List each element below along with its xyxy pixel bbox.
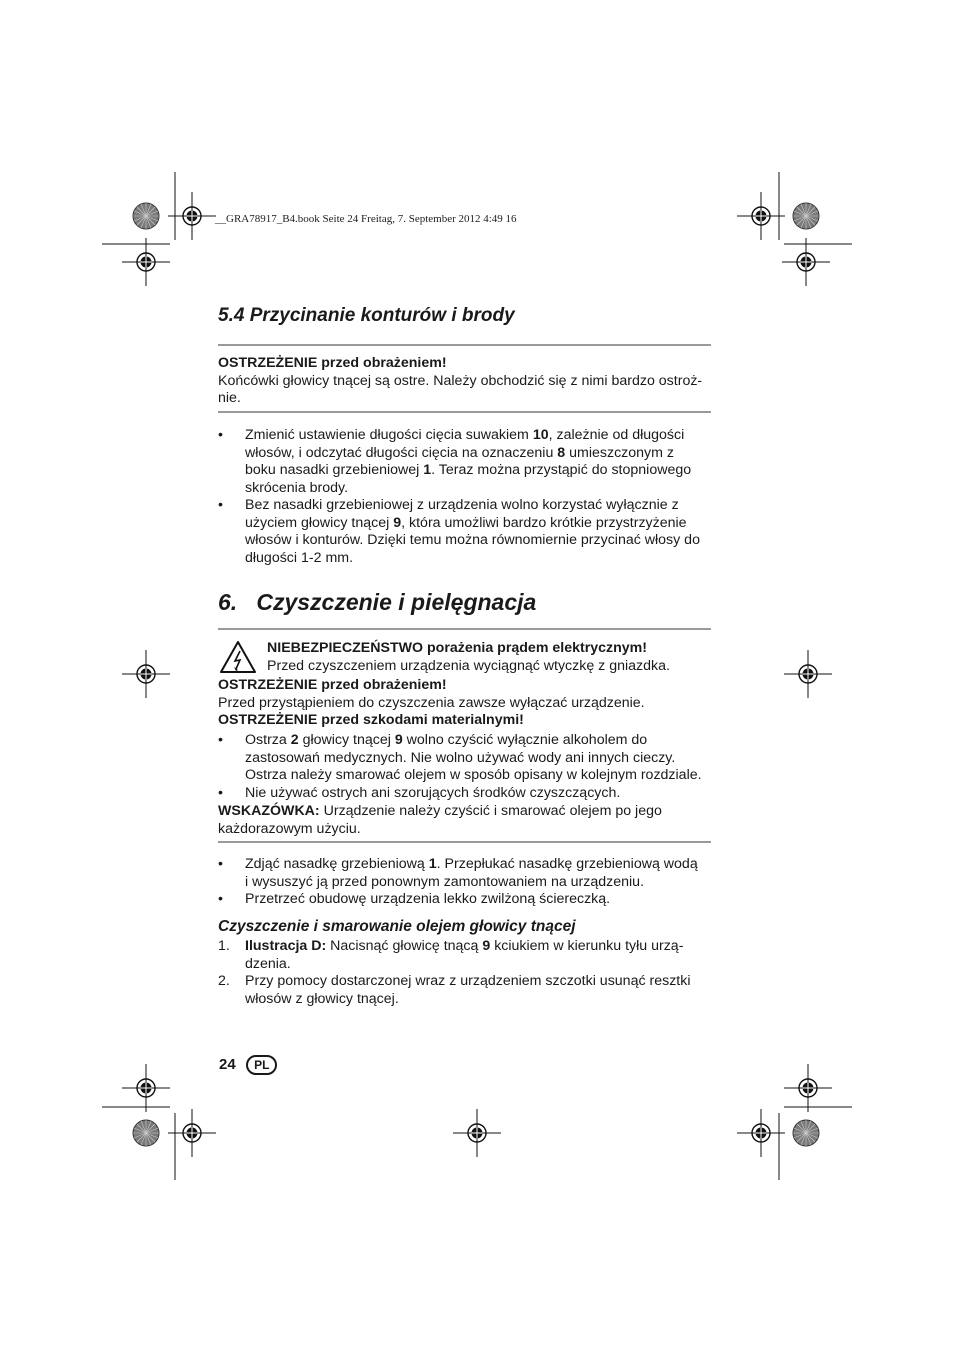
subsection-heading: Czyszczenie i smarowanie olejem głowicy tnącej [218, 918, 576, 935]
warning-box-injury [218, 355, 713, 408]
print-info-line: __GRA78917_B4.book Seite 24 Freitag, 7. September 2012 4:49 16 [215, 213, 517, 225]
warning-injury-block [218, 677, 713, 730]
list-item: • Nie używać ostrych ani szorujących środków czyszczących. [218, 785, 621, 801]
bullet-symbol: • [218, 497, 223, 513]
bullet-symbol: • [218, 732, 223, 748]
page-footer [219, 1055, 277, 1075]
warning-text: Przed przystąpieniem do czyszczenia zawsze wyłączać urządzenie. [218, 694, 645, 711]
electric-shock-warning-icon [219, 640, 257, 674]
hint-block: WSKAZÓWKA: Urządzenie należy czyścić i smarować olejem po jego każdorazowym użyciu. [218, 803, 662, 837]
step-number: 1. [218, 938, 230, 954]
list-item: • Zmienić ustawienie długości cięcia suwakiem 10, zależnie od długości włosów, i odczytać długości cięcia na oznaczeniu 8 umieszczonym z boku nasadki grzebieniowej 1. Teraz można przystąpić do stopniowego skrócenia brody. [218, 427, 692, 496]
divider [218, 344, 711, 346]
danger-title: NIEBEZPIECZEŃSTWO porażenia prądem elektrycznym! [267, 640, 648, 656]
divider [218, 628, 711, 630]
hint-label: WSKAZÓWKA: [218, 803, 320, 819]
bullet-symbol: • [218, 856, 223, 872]
section-heading-5-4: 5.4 Przycinanie konturów i brody [218, 305, 515, 326]
list-item: • Zdjąć nasadkę grzebieniową 1. Przepłukać nasadkę grzebieniową wodą i wysuszyć ją przed ponownym zamontowaniem na urządzeniu. [218, 856, 698, 890]
page-number: 24 [219, 1056, 236, 1073]
list-item: • Bez nasadki grzebieniowej z urządzenia wolno korzystać wyłącznie z użyciem głowicy tnącej 9, która umożliwi bardzo krótkie przystrzyżenie włosów i konturów. Dzięki temu można równomiernie przycinać włosy do długości 1-2 mm. [218, 497, 700, 566]
numbered-step: 2. Przy pomocy dostarczonej wraz z urządzeniem szczotki usunąć resztki włosów z głowicy tnącej. [218, 973, 691, 1007]
list-item: • Ostrza 2 głowicy tnącej 9 wolno czyścić wyłącznie alkoholem do zastosowań medycznych. Nie wolno używać wody ani innych cieczy. Ostrza należy smarować olejem w sposób opisany w kolejnym rozdziale. [218, 732, 702, 784]
language-badge: PL [246, 1055, 277, 1075]
warning-title: OSTRZEŻENIE przed obrażeniem! [218, 355, 447, 371]
numbered-step: 1. Ilustracja D: Nacisnąć głowicę tnącą 9 kciukiem w kierunku tyłu urzą- dzenia. [218, 938, 684, 972]
warning-title: OSTRZEŻENIE przed szkodami materialnymi! [218, 712, 524, 729]
list-item: • Przetrzeć obudowę urządzenia lekko zwilżoną ściereczką. [218, 891, 611, 907]
danger-text: Przed czyszczeniem urządzenia wyciągnąć wtyczkę z gniazdka. [267, 658, 670, 674]
bullet-symbol: • [218, 891, 223, 907]
step-number: 2. [218, 973, 230, 989]
warning-title: OSTRZEŻENIE przed obrażeniem! [218, 677, 447, 693]
chapter-heading-6: 6. Czyszczenie i pielęgnacja [218, 589, 537, 615]
warning-text-cont: nie. [218, 390, 241, 407]
bullet-symbol: • [218, 785, 223, 801]
bullet-symbol: • [218, 427, 223, 443]
divider [218, 841, 711, 843]
divider [218, 411, 711, 413]
warning-text: Końcówki głowicy tnącej są ostre. Należy obchodzić się z nimi bardzo ostroż- [218, 372, 703, 389]
